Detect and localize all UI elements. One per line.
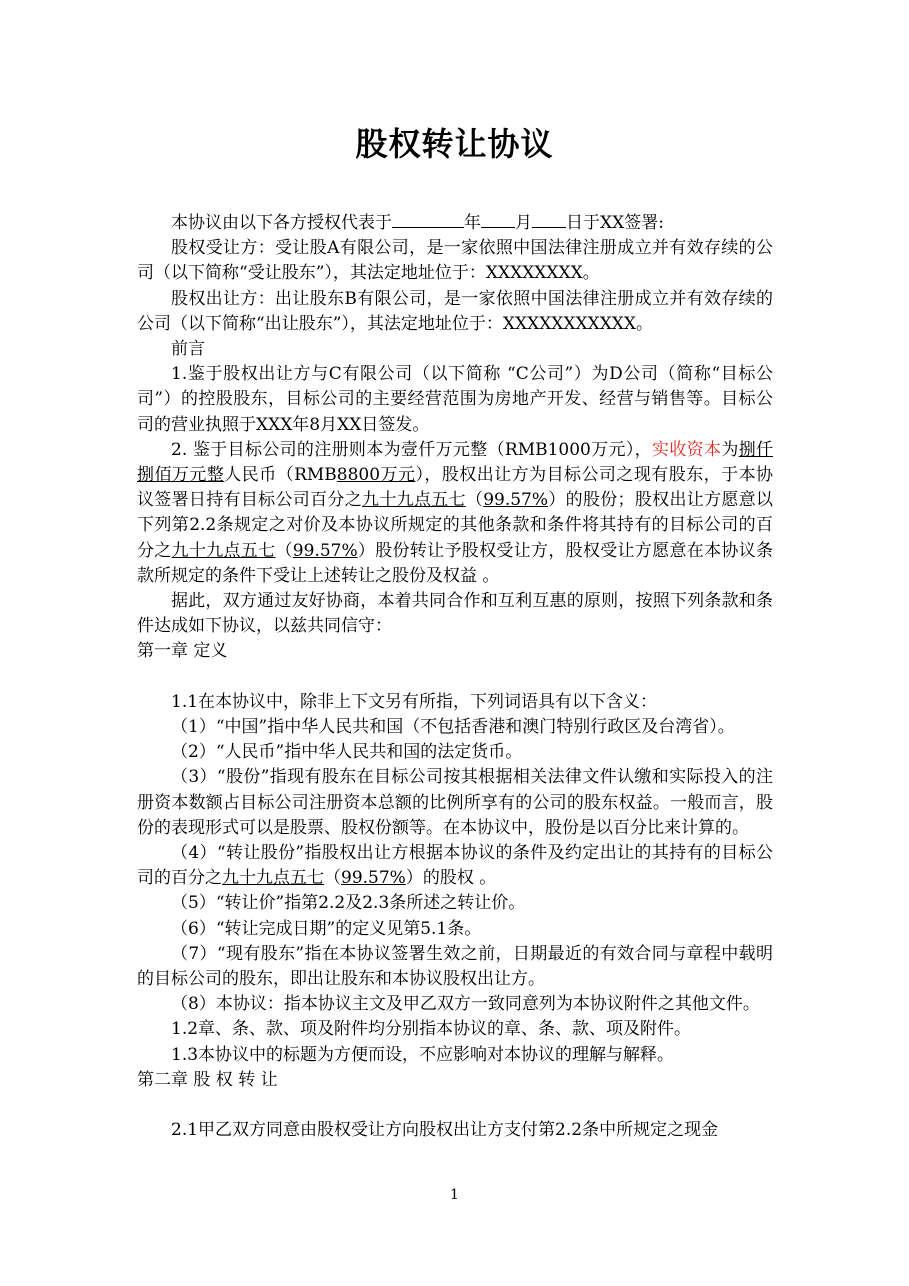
recital-2 — [137, 438, 773, 589]
definition-4 — [137, 841, 773, 891]
definition-5: （5）“转让价”指第2.2及2.3条所述之转让价。 — [171, 893, 526, 914]
document-body — [137, 211, 773, 1143]
recital-2-text: 人民币（RMB — [224, 465, 337, 486]
transferee-paragraph: 股权受让方：受让股A有限公司，是一家依照中国法律注册成立并有效存续的公司（以下简称“受让股东”），其法定地址位于：XXXXXXXX。 — [137, 238, 773, 284]
definition-4-text: （ — [324, 868, 341, 889]
intro-text: 本协议由以下各方授权代表于 — [171, 213, 392, 233]
clause-2-1: 2.1甲乙双方同意由股权受让方向股权出让方支付第2.2条中所规定之现金 — [171, 1120, 719, 1141]
underlined-amount: 捌仟捌佰万元整 — [137, 439, 774, 486]
blank-day — [532, 213, 566, 228]
recital-2-text: 2. 鉴于目标公司的注册则本为壹仟万元整（RMB1000万元）， — [171, 439, 653, 460]
definition-7: （7）“现有股东”指在本协议签署生效之前，日期最近的有效合同与章程中载明的目标公司的股东，即出让股东和本协议股权出让方。 — [137, 943, 773, 990]
clause-1-2: 1.2章、条、款、项及附件均分别指本协议的章、条、款、项及附件。 — [171, 1019, 692, 1040]
underlined-percent: 99.57% — [341, 868, 406, 889]
blank-line — [137, 1093, 773, 1118]
recital-2-text: ）股份转让予股权受让方，股权受让方愿意在本协议条款所规定的条件下受让上述转让之股份及权益 。 — [137, 540, 774, 586]
underlined-percent-text: 九十九点五七 — [222, 868, 324, 889]
chapter-1-heading: 第一章 定义 — [137, 641, 228, 662]
definition-3: （3）“股份”指现有股东在目标公司按其根据相关法律文件认缴和实际投入的注册资本数额占目标公司注册资本总额的比例所享有的公司的股东权益。一般而言，股份的表现形式可以是股票、股权份额等。在本协议中，股份是以百分比来计算的。 — [137, 767, 773, 838]
underlined-percent-text: 九十九点五七 — [171, 540, 276, 561]
definition-8: （8）本协议：指本协议主文及甲乙双方一致同意列为本协议附件之其他文件。 — [171, 994, 760, 1015]
blank-month — [481, 213, 515, 228]
transferor-paragraph: 股权出让方：出让股东B有限公司，是一家依照中国法律注册成立并有效存续的公司（以下简称“出让股东”），其法定地址位于：XXXXXXXXXXX。 — [137, 288, 773, 334]
blank-year — [392, 213, 464, 228]
document-title: 股权转让协议 — [355, 125, 554, 163]
underlined-percent: 99.57% — [483, 490, 549, 511]
definition-6: （6）“转让完成日期”的定义见第5.1条。 — [171, 918, 482, 939]
definition-4-text: （4）“转让股份”指股权出让方根据本协议的条件及约定出让的其持有的目标公司的百分之 — [137, 843, 773, 889]
chapter-2-heading: 第二章 股 权 转 让 — [137, 1069, 278, 1090]
recital-2-text: ），股权出让方为目标公司之现有股东，于本协议签署日持有目标公司百分之 — [137, 465, 774, 511]
definition-1: （1）“中国”指中华人民共和国（不包括香港和澳门特别行政区及台湾省）。 — [171, 717, 735, 738]
intro-paragraph — [137, 211, 773, 236]
underlined-amount: 8800万元 — [336, 465, 416, 486]
recital-3: 据此，双方通过友好协商，本着共同合作和互利互惠的原则，按照下列条款和条件达成如下协议，以兹共同信守： — [137, 591, 773, 637]
recital-2-text: （ — [465, 490, 484, 511]
definition-4-text: ）的股权 。 — [405, 868, 497, 889]
paid-in-capital-highlight: 实收资本 — [652, 439, 722, 460]
underlined-percent: 99.57% — [292, 540, 358, 561]
underlined-percent-text: 九十九点五七 — [362, 490, 466, 511]
clause-1-1: 1.1在本协议中，除非上下文另有所指，下列词语具有以下含义： — [171, 691, 658, 712]
recital-2-text: 为 — [721, 439, 739, 460]
intro-day-label: 日于XX签署: — [566, 213, 664, 233]
page-number: 1 — [450, 1187, 459, 1203]
recital-2-text: ）的股份；股权出让方愿意以下列第2.2条规定之对价及本协议所规定的其他条款和条件将其持有的目标公司的百分之 — [137, 490, 774, 561]
preamble-heading: 前言 — [171, 339, 205, 360]
definition-2: （2）“人民币”指中华人民共和国的法定货币。 — [171, 742, 523, 763]
clause-1-3: 1.3本协议中的标题为方便而设，不应影响对本协议的理解与解释。 — [171, 1044, 675, 1065]
recital-2-text: （ — [275, 540, 293, 561]
recital-1: 1.鉴于股权出让方与C有限公司（以下简称 “C公司”）为D公司（简称“目标公司”）的控股股东，目标公司的主要经营范围为房地产开发、经营与销售等。目标公司的营业执照于XXX年8月XX日签发。 — [137, 364, 773, 435]
intro-month-label: 月 — [515, 213, 532, 233]
intro-year-label: 年 — [464, 213, 481, 233]
blank-line — [137, 665, 773, 690]
